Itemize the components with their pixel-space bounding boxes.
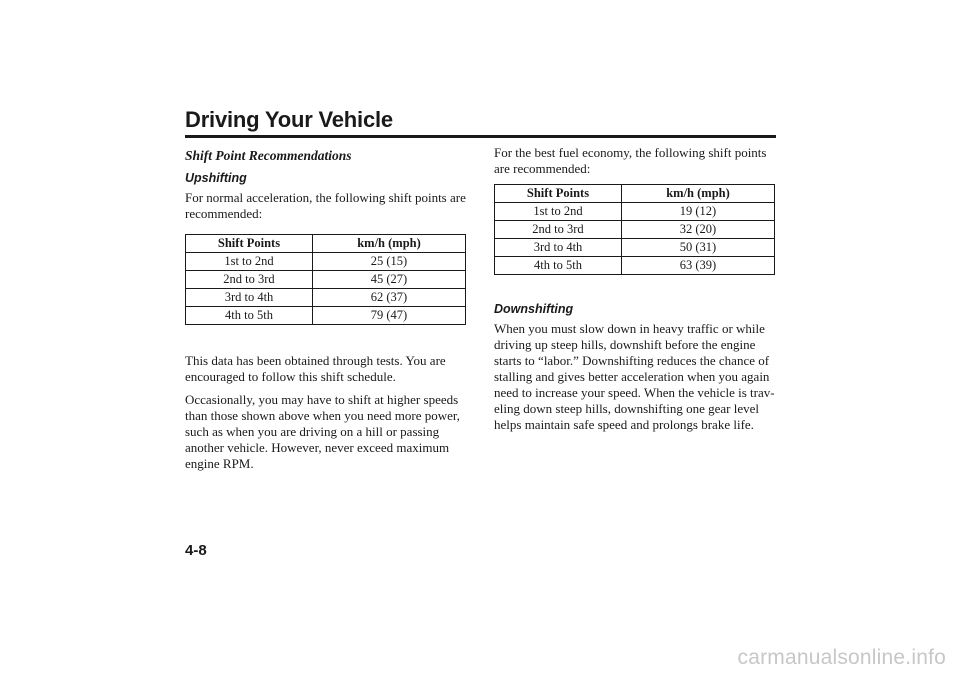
shift-point-cell: 2nd to 3rd [495,221,622,239]
downshifting-paragraph: When you must slow down in heavy traffic or while driving up steep hills, downshift before the engine starts to “labor.” Downshifting reduces the chance of stalling and gives better acceleration when you again need to increase your speed. When the vehicle is trav-eling down steep hills, downshifting one gear level helps maintain safe speed and prolongs brake life. [494,321,775,432]
shift-point-cell: 1st to 2nd [186,253,313,271]
speed-cell: 63 (39) [622,257,775,275]
shift-point-cell: 2nd to 3rd [186,271,313,289]
speed-cell: 19 (12) [622,203,775,221]
speed-cell: 62 (37) [313,289,466,307]
shift-point-cell: 1st to 2nd [495,203,622,221]
speed-cell: 45 (27) [313,271,466,289]
column-header-speed: km/h (mph) [313,235,466,253]
table-row [186,253,466,271]
left-column [185,145,467,479]
shift-point-cell: 4th to 5th [186,307,313,325]
page-title: Driving Your Vehicle [185,107,393,132]
table-row [495,221,775,239]
column-header-shift-points: Shift Points [495,185,622,203]
column-header-speed: km/h (mph) [622,185,775,203]
table-header-row [495,185,775,203]
table-row [495,239,775,257]
shift-point-cell: 4th to 5th [495,257,622,275]
test-data-paragraph: This data has been obtained through tests. You are encouraged to follow this shift schedule. [185,353,446,384]
normal-shift-table [185,234,466,325]
right-column [494,145,776,440]
upshifting-heading: Upshifting [185,171,247,185]
downshifting-heading: Downshifting [494,302,574,316]
table-row [186,307,466,325]
shift-point-cell: 3rd to 4th [495,239,622,257]
table-header-row [186,235,466,253]
shift-point-cell: 3rd to 4th [186,289,313,307]
table-row [186,271,466,289]
table-row [495,257,775,275]
upshift-intro: For normal acceleration, the following shift points are recommended: [185,190,466,221]
speed-cell: 79 (47) [313,307,466,325]
table-row [495,203,775,221]
fuel-economy-shift-table [494,184,775,275]
header-rule [185,135,776,138]
higher-speeds-paragraph: Occasionally, you may have to shift at higher speeds than those shown above when you need more power, such as when you are driving on a hill or passing another vehicle. However, never exceed maximum engine RPM. [185,392,460,471]
watermark: carmanualsonline.info [737,646,946,669]
section-title: Shift Point Recommendations [185,148,352,163]
speed-cell: 50 (31) [622,239,775,257]
fuel-economy-intro: For the best fuel economy, the following shift points are recommended: [494,145,767,176]
page-header [185,107,776,138]
table-row [186,289,466,307]
page-number: 4-8 [185,542,207,559]
speed-cell: 32 (20) [622,221,775,239]
column-header-shift-points: Shift Points [186,235,313,253]
speed-cell: 25 (15) [313,253,466,271]
